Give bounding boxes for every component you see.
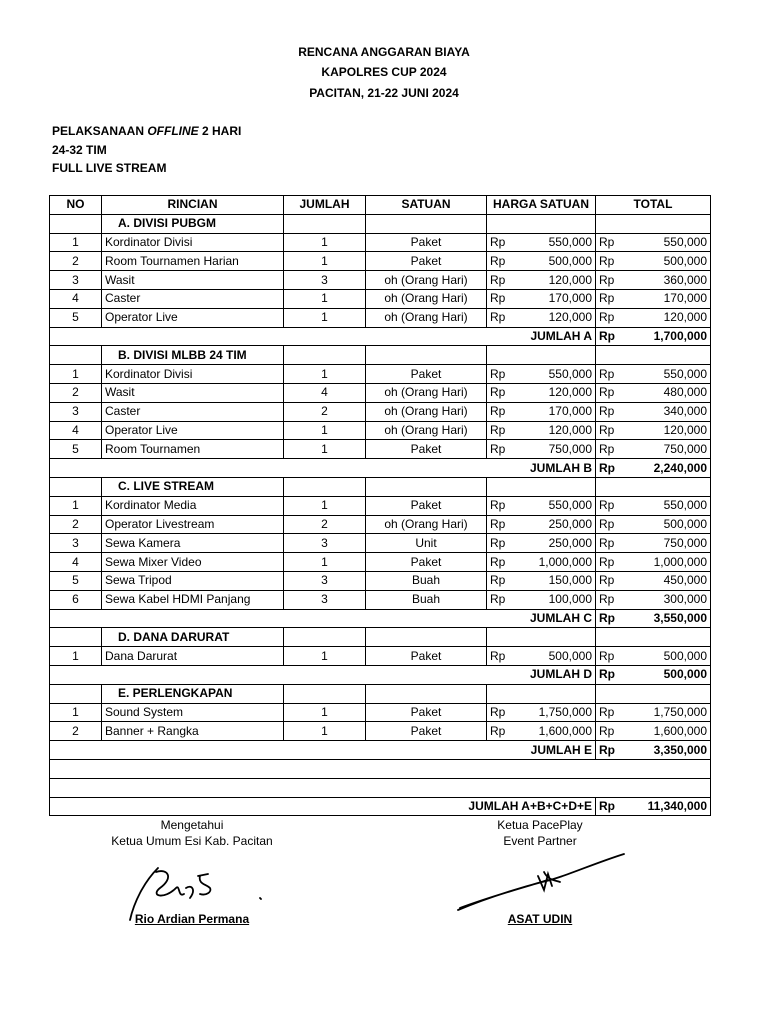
section-header-row — [50, 477, 711, 496]
price-currency: Rp — [487, 534, 516, 553]
section-header-row — [50, 214, 711, 233]
row-item: Caster — [102, 289, 284, 308]
stream-info: FULL LIVE STREAM — [52, 161, 167, 175]
price-currency: Rp — [487, 703, 516, 722]
row-unit: oh (Orang Hari) — [366, 271, 487, 290]
empty-cell — [366, 628, 487, 647]
row-price: 750,000 — [516, 440, 596, 459]
price-currency: Rp — [487, 590, 516, 609]
subtotal-currency: Rp — [596, 609, 623, 628]
row-total: 550,000 — [623, 365, 711, 384]
table-row — [50, 421, 711, 440]
row-total: 1,750,000 — [623, 703, 711, 722]
total-currency: Rp — [596, 383, 623, 402]
row-unit: Paket — [366, 252, 487, 271]
price-currency: Rp — [487, 553, 516, 572]
price-currency: Rp — [487, 271, 516, 290]
row-qty: 3 — [284, 571, 366, 590]
row-number: 2 — [50, 515, 102, 534]
row-unit: Paket — [366, 496, 487, 515]
row-total: 170,000 — [623, 289, 711, 308]
total-currency: Rp — [596, 233, 623, 252]
right-signature-block — [440, 818, 640, 848]
row-unit: Paket — [366, 365, 487, 384]
row-total: 450,000 — [623, 571, 711, 590]
price-currency: Rp — [487, 365, 516, 384]
row-item: Room Tournamen — [102, 440, 284, 459]
row-item: Kordinator Divisi — [102, 233, 284, 252]
grand-total-row — [50, 797, 711, 816]
row-qty: 1 — [284, 308, 366, 327]
doc-title-line1: RENCANA ANGGARAN BIAYA — [298, 45, 470, 59]
total-currency: Rp — [596, 553, 623, 572]
table-row — [50, 722, 711, 741]
subtotal-row — [50, 741, 711, 760]
total-currency: Rp — [596, 571, 623, 590]
row-qty: 2 — [284, 402, 366, 421]
subtotal-currency: Rp — [596, 459, 623, 478]
row-unit: oh (Orang Hari) — [366, 421, 487, 440]
row-total: 750,000 — [623, 440, 711, 459]
empty-cell — [596, 684, 711, 703]
row-number: 5 — [50, 440, 102, 459]
col-no: NO — [50, 196, 102, 215]
row-qty: 1 — [284, 722, 366, 741]
row-total: 120,000 — [623, 308, 711, 327]
row-price: 170,000 — [516, 289, 596, 308]
total-currency: Rp — [596, 722, 623, 741]
subtotal-row — [50, 609, 711, 628]
table-row — [50, 571, 711, 590]
row-number: 4 — [50, 553, 102, 572]
subtotal-label: JUMLAH A — [50, 327, 596, 346]
row-total: 750,000 — [623, 534, 711, 553]
row-qty: 3 — [284, 534, 366, 553]
execution-prefix: PELAKSANAAN — [52, 124, 148, 138]
row-price: 100,000 — [516, 590, 596, 609]
row-number: 2 — [50, 722, 102, 741]
subtotal-row — [50, 665, 711, 684]
empty-cell — [284, 214, 366, 233]
total-currency: Rp — [596, 496, 623, 515]
table-row — [50, 590, 711, 609]
row-total: 500,000 — [623, 647, 711, 666]
empty-cell — [284, 684, 366, 703]
row-qty: 2 — [284, 515, 366, 534]
price-currency: Rp — [487, 440, 516, 459]
row-item: Caster — [102, 402, 284, 421]
row-total: 500,000 — [623, 515, 711, 534]
total-currency: Rp — [596, 534, 623, 553]
table-row — [50, 440, 711, 459]
table-row — [50, 252, 711, 271]
row-total: 1,000,000 — [623, 553, 711, 572]
row-qty: 1 — [284, 233, 366, 252]
total-currency: Rp — [596, 308, 623, 327]
row-price: 120,000 — [516, 308, 596, 327]
row-item: Sewa Mixer Video — [102, 553, 284, 572]
row-number: 5 — [50, 308, 102, 327]
row-total: 550,000 — [623, 496, 711, 515]
empty-cell — [596, 628, 711, 647]
price-currency: Rp — [487, 233, 516, 252]
empty-cell — [284, 346, 366, 365]
row-item: Operator Live — [102, 421, 284, 440]
col-satuan: SATUAN — [366, 196, 487, 215]
right-signature-image — [452, 850, 632, 920]
execution-info — [52, 124, 241, 138]
team-count: 24-32 TIM — [52, 143, 107, 157]
price-currency: Rp — [487, 421, 516, 440]
row-number: 1 — [50, 703, 102, 722]
table-row — [50, 365, 711, 384]
right-sig-line1: Ketua PacePlay — [497, 818, 583, 832]
execution-mode: OFFLINE — [147, 124, 199, 138]
row-price: 550,000 — [516, 233, 596, 252]
empty-cell — [487, 346, 596, 365]
row-number: 1 — [50, 365, 102, 384]
table-row — [50, 553, 711, 572]
row-unit: Paket — [366, 233, 487, 252]
row-item: Banner + Rangka — [102, 722, 284, 741]
grand-total-value: 11,340,000 — [623, 797, 711, 816]
section-header-row — [50, 628, 711, 647]
execution-duration: 2 HARI — [198, 124, 242, 138]
empty-cell — [596, 477, 711, 496]
row-unit: Paket — [366, 722, 487, 741]
row-number: 5 — [50, 571, 102, 590]
total-currency: Rp — [596, 365, 623, 384]
empty-cell — [284, 477, 366, 496]
subtotal-value: 2,240,000 — [623, 459, 711, 478]
empty-cell — [487, 684, 596, 703]
table-row — [50, 703, 711, 722]
row-number: 3 — [50, 271, 102, 290]
row-item: Operator Livestream — [102, 515, 284, 534]
subtotal-label: JUMLAH C — [50, 609, 596, 628]
row-number: 2 — [50, 252, 102, 271]
row-unit: oh (Orang Hari) — [366, 515, 487, 534]
section-header-row — [50, 684, 711, 703]
section-title: B. DIVISI MLBB 24 TIM — [102, 346, 284, 365]
row-price: 120,000 — [516, 383, 596, 402]
row-qty: 1 — [284, 647, 366, 666]
subtotal-value: 1,700,000 — [623, 327, 711, 346]
table-row — [50, 271, 711, 290]
grand-total-currency: Rp — [596, 797, 623, 816]
row-unit: Buah — [366, 571, 487, 590]
doc-title-line3: PACITAN, 21-22 JUNI 2024 — [309, 86, 459, 100]
budget-table — [49, 195, 711, 816]
row-number: 1 — [50, 647, 102, 666]
row-unit: oh (Orang Hari) — [366, 383, 487, 402]
empty-cell — [50, 214, 102, 233]
row-number: 3 — [50, 534, 102, 553]
empty-cell — [50, 778, 711, 797]
row-price: 250,000 — [516, 534, 596, 553]
table-row — [50, 647, 711, 666]
table-row — [50, 289, 711, 308]
section-title: D. DANA DARURAT — [102, 628, 284, 647]
row-total: 300,000 — [623, 590, 711, 609]
row-item: Sound System — [102, 703, 284, 722]
row-total: 120,000 — [623, 421, 711, 440]
table-row — [50, 233, 711, 252]
row-total: 360,000 — [623, 271, 711, 290]
row-qty: 1 — [284, 553, 366, 572]
row-number: 4 — [50, 421, 102, 440]
subtotal-currency: Rp — [596, 665, 623, 684]
table-row — [50, 534, 711, 553]
price-currency: Rp — [487, 289, 516, 308]
table-header-row — [50, 196, 711, 215]
right-sig-line2: Event Partner — [503, 834, 577, 848]
row-item: Kordinator Divisi — [102, 365, 284, 384]
right-signer-name: ASAT UDIN — [507, 912, 573, 926]
price-currency: Rp — [487, 383, 516, 402]
subtotal-row — [50, 327, 711, 346]
row-unit: oh (Orang Hari) — [366, 402, 487, 421]
row-item: Sewa Kabel HDMI Panjang — [102, 590, 284, 609]
empty-cell — [366, 214, 487, 233]
row-qty: 1 — [284, 496, 366, 515]
left-sig-line2: Ketua Umum Esi Kab. Pacitan — [111, 834, 273, 848]
row-total: 500,000 — [623, 252, 711, 271]
total-currency: Rp — [596, 515, 623, 534]
row-qty: 1 — [284, 365, 366, 384]
subtotal-value: 3,550,000 — [623, 609, 711, 628]
row-item: Dana Darurat — [102, 647, 284, 666]
row-total: 1,600,000 — [623, 722, 711, 741]
row-unit: oh (Orang Hari) — [366, 308, 487, 327]
row-unit: Unit — [366, 534, 487, 553]
row-number: 6 — [50, 590, 102, 609]
section-title: E. PERLENGKAPAN — [102, 684, 284, 703]
subtotal-currency: Rp — [596, 327, 623, 346]
row-qty: 4 — [284, 383, 366, 402]
price-currency: Rp — [487, 571, 516, 590]
section-title: A. DIVISI PUBGM — [102, 214, 284, 233]
row-item: Sewa Kamera — [102, 534, 284, 553]
subtotal-label: JUMLAH B — [50, 459, 596, 478]
price-currency: Rp — [487, 647, 516, 666]
row-price: 550,000 — [516, 365, 596, 384]
price-currency: Rp — [487, 308, 516, 327]
empty-cell — [487, 214, 596, 233]
blank-row — [50, 759, 711, 778]
price-currency: Rp — [487, 515, 516, 534]
subtotal-label: JUMLAH E — [50, 741, 596, 760]
total-currency: Rp — [596, 289, 623, 308]
row-price: 500,000 — [516, 252, 596, 271]
col-rincian: RINCIAN — [102, 196, 284, 215]
row-price: 1,000,000 — [516, 553, 596, 572]
empty-cell — [50, 759, 711, 778]
col-harga: HARGA SATUAN — [487, 196, 596, 215]
subtotal-value: 3,350,000 — [623, 741, 711, 760]
row-item: Sewa Tripod — [102, 571, 284, 590]
row-number: 4 — [50, 289, 102, 308]
table-row — [50, 515, 711, 534]
total-currency: Rp — [596, 252, 623, 271]
subtotal-currency: Rp — [596, 741, 623, 760]
doc-title-line2: KAPOLRES CUP 2024 — [321, 65, 447, 79]
row-unit: Paket — [366, 553, 487, 572]
row-number: 2 — [50, 383, 102, 402]
price-currency: Rp — [487, 252, 516, 271]
row-unit: Buah — [366, 590, 487, 609]
empty-cell — [284, 628, 366, 647]
row-price: 120,000 — [516, 271, 596, 290]
empty-cell — [596, 214, 711, 233]
table-row — [50, 496, 711, 515]
blank-row — [50, 778, 711, 797]
col-total: TOTAL — [596, 196, 711, 215]
row-qty: 3 — [284, 590, 366, 609]
total-currency: Rp — [596, 647, 623, 666]
total-currency: Rp — [596, 271, 623, 290]
price-currency: Rp — [487, 722, 516, 741]
empty-cell — [50, 628, 102, 647]
row-total: 340,000 — [623, 402, 711, 421]
row-qty: 1 — [284, 289, 366, 308]
empty-cell — [596, 346, 711, 365]
row-item: Wasit — [102, 383, 284, 402]
row-qty: 1 — [284, 252, 366, 271]
total-currency: Rp — [596, 402, 623, 421]
subtotal-value: 500,000 — [623, 665, 711, 684]
row-item: Room Tournamen Harian — [102, 252, 284, 271]
empty-cell — [366, 346, 487, 365]
left-signature-block — [92, 818, 292, 848]
row-qty: 3 — [284, 271, 366, 290]
row-total: 550,000 — [623, 233, 711, 252]
col-jumlah: JUMLAH — [284, 196, 366, 215]
row-price: 250,000 — [516, 515, 596, 534]
row-number: 1 — [50, 496, 102, 515]
row-price: 170,000 — [516, 402, 596, 421]
row-unit: Paket — [366, 440, 487, 459]
row-number: 3 — [50, 402, 102, 421]
row-price: 120,000 — [516, 421, 596, 440]
price-currency: Rp — [487, 496, 516, 515]
row-unit: oh (Orang Hari) — [366, 289, 487, 308]
empty-cell — [487, 628, 596, 647]
row-price: 500,000 — [516, 647, 596, 666]
row-unit: Paket — [366, 703, 487, 722]
total-currency: Rp — [596, 440, 623, 459]
empty-cell — [50, 346, 102, 365]
grand-total-label: JUMLAH A+B+C+D+E — [50, 797, 596, 816]
total-currency: Rp — [596, 421, 623, 440]
row-price: 150,000 — [516, 571, 596, 590]
row-price: 550,000 — [516, 496, 596, 515]
section-title: C. LIVE STREAM — [102, 477, 284, 496]
row-qty: 1 — [284, 703, 366, 722]
row-total: 480,000 — [623, 383, 711, 402]
empty-cell — [487, 477, 596, 496]
price-currency: Rp — [487, 402, 516, 421]
row-item: Kordinator Media — [102, 496, 284, 515]
empty-cell — [50, 684, 102, 703]
empty-cell — [366, 684, 487, 703]
row-unit: Paket — [366, 647, 487, 666]
left-signer-name: Rio Ardian Permana — [134, 912, 250, 926]
table-body — [50, 214, 711, 816]
empty-cell — [366, 477, 487, 496]
table-row — [50, 308, 711, 327]
row-qty: 1 — [284, 421, 366, 440]
row-item: Wasit — [102, 271, 284, 290]
table-row — [50, 402, 711, 421]
subtotal-row — [50, 459, 711, 478]
row-item: Operator Live — [102, 308, 284, 327]
row-qty: 1 — [284, 440, 366, 459]
total-currency: Rp — [596, 703, 623, 722]
table-row — [50, 383, 711, 402]
row-price: 1,750,000 — [516, 703, 596, 722]
row-number: 1 — [50, 233, 102, 252]
row-price: 1,600,000 — [516, 722, 596, 741]
empty-cell — [50, 477, 102, 496]
total-currency: Rp — [596, 590, 623, 609]
left-sig-line1: Mengetahui — [160, 818, 224, 832]
subtotal-label: JUMLAH D — [50, 665, 596, 684]
section-header-row — [50, 346, 711, 365]
